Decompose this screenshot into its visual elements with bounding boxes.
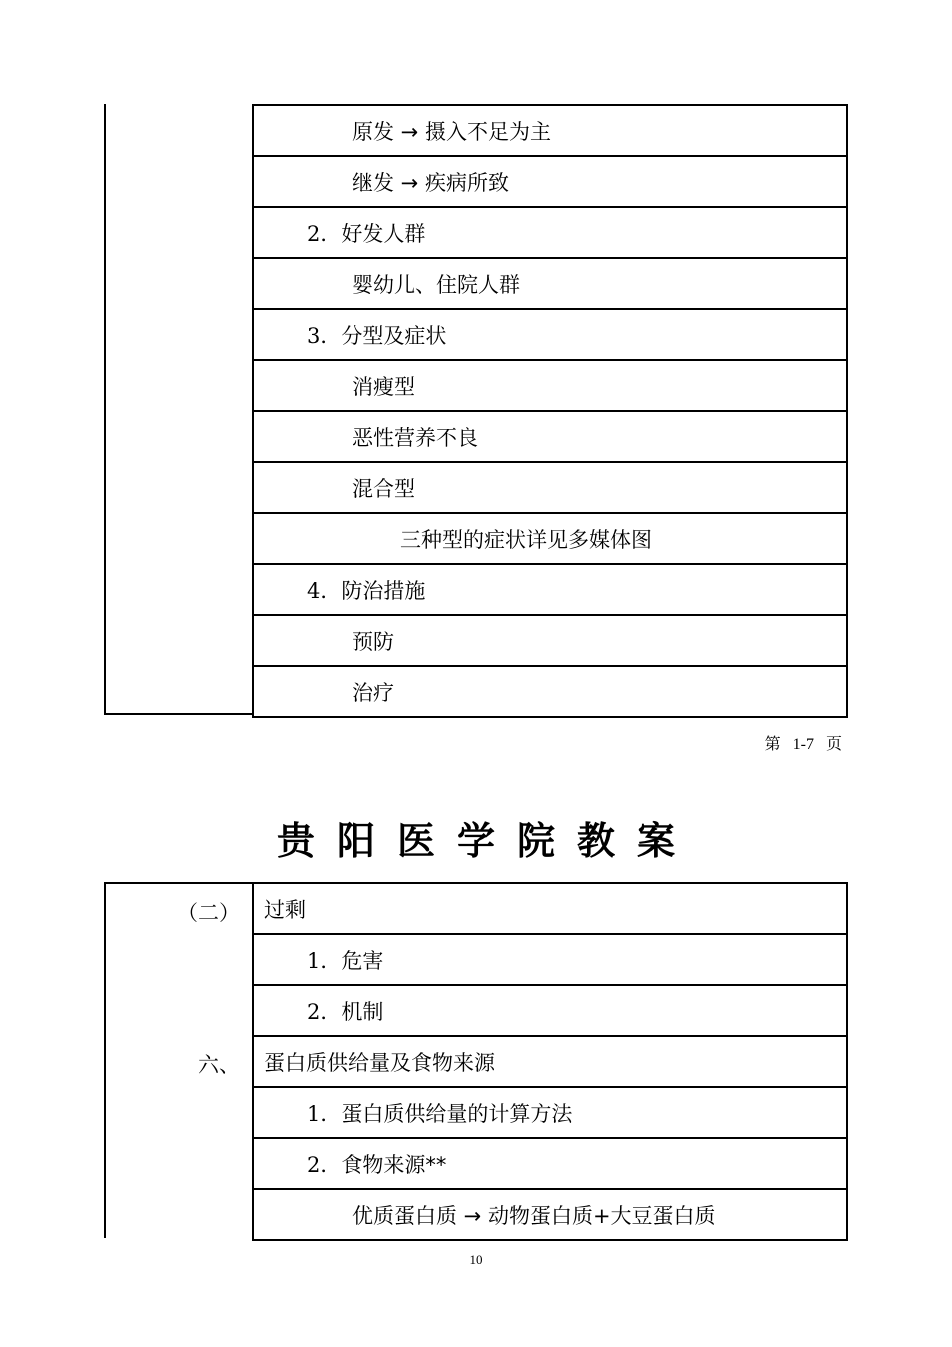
- row-text: 预防: [352, 629, 394, 654]
- table-row: [254, 361, 846, 412]
- page-title: 贵阳医学院教案: [276, 818, 697, 863]
- row-text: 蛋白质供给量的计算方法: [341, 1101, 573, 1126]
- row-text: 混合型: [352, 476, 415, 501]
- table-row: [254, 986, 846, 1037]
- table-row: [254, 884, 846, 935]
- table-row: [254, 667, 846, 718]
- content-column: [252, 882, 848, 1241]
- table-row: [254, 310, 846, 361]
- row-text: 危害: [341, 948, 384, 973]
- table-row: [254, 412, 846, 463]
- table-row: [254, 463, 846, 514]
- table-row: [254, 935, 846, 986]
- row-text: 过剩: [264, 897, 306, 922]
- row-text: 恶性营养不良: [352, 425, 478, 450]
- row-text: 继发 → 疾病所致: [352, 170, 509, 195]
- row-text: 消瘦型: [352, 374, 415, 399]
- row-text: 治疗: [352, 680, 394, 705]
- row-text: 好发人群: [341, 221, 426, 246]
- section-label-2: （二）: [177, 901, 240, 925]
- table-row: [254, 208, 846, 259]
- row-number: 2．: [307, 999, 342, 1024]
- row-text: 三种型的症状详见多媒体图: [400, 527, 652, 552]
- table-row: [254, 259, 846, 310]
- row-number: 3．: [307, 323, 342, 348]
- row-text: 分型及症状: [341, 323, 447, 348]
- row-text: 蛋白质供给量及食物来源: [264, 1050, 495, 1075]
- row-text: 原发 → 摄入不足为主: [352, 119, 551, 144]
- row-text: 婴幼儿、住院人群: [352, 272, 520, 297]
- page-number: 第 1-7 页: [764, 736, 842, 753]
- table-row: [254, 616, 846, 667]
- table-row: [254, 514, 846, 565]
- footer-page-number: 10: [469, 1252, 483, 1267]
- section-label-6: 六、: [198, 1053, 240, 1077]
- row-text: 防治措施: [341, 578, 426, 603]
- row-number: 1．: [307, 1101, 342, 1126]
- table-row: [254, 1037, 846, 1088]
- row-number: 2．: [307, 221, 342, 246]
- content-column: [252, 104, 848, 718]
- row-text: 优质蛋白质 → 动物蛋白质+大豆蛋白质: [352, 1203, 716, 1228]
- left-column: [104, 104, 254, 715]
- row-number: 4．: [307, 578, 342, 603]
- row-number: 2．: [307, 1152, 342, 1177]
- table-row: [254, 565, 846, 616]
- table-row: [254, 157, 846, 208]
- row-number: 1．: [307, 948, 342, 973]
- table-row: [254, 1190, 846, 1241]
- row-text: 机制: [341, 999, 384, 1024]
- table-row: [254, 106, 846, 157]
- table-row: [254, 1139, 846, 1190]
- outline-table-top: [104, 104, 848, 715]
- left-column: [104, 882, 254, 1238]
- outline-table-bottom: [104, 882, 848, 1238]
- row-text: 食物来源**: [341, 1152, 447, 1177]
- table-row: [254, 1088, 846, 1139]
